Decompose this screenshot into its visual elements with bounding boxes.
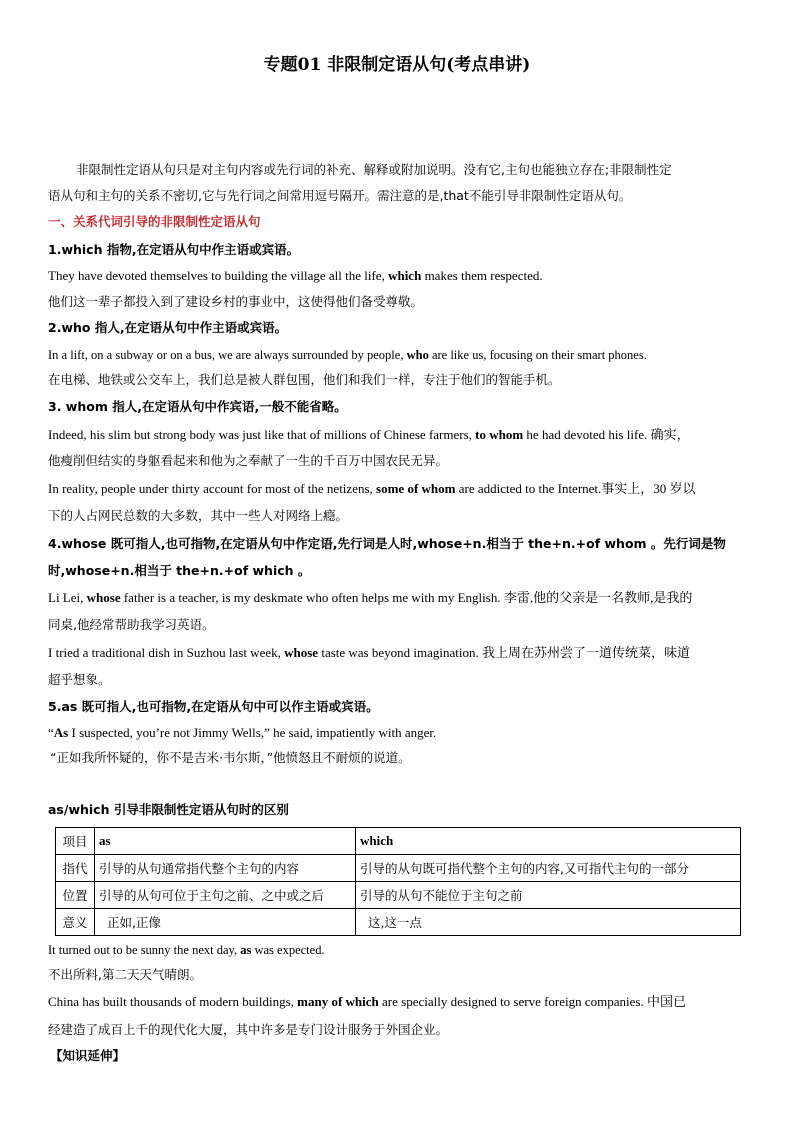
example-as-expected-translation: 不出所料,第二天天气晴朗。: [48, 967, 202, 982]
example-whom-2: In reality, people under thirty account for most of the netizens, some of whom are addicted to the Internet.事实上，30 岁以: [48, 481, 696, 496]
rule-whom: 3. whom 指人,在定语从句中作宾语,一般不能省略。: [48, 399, 347, 414]
table-header-cell: 项目: [56, 828, 95, 855]
table-cell: 位置: [56, 882, 95, 909]
example-whom-1-translation: 他瘦削但结实的身躯看起来和他为之奉献了一生的千百万中国农民无异。: [48, 453, 449, 468]
example-whom-1: Indeed, his slim but strong body was just like that of millions of Chinese farmers, to whom he had devoted his life. 确实，: [48, 427, 690, 442]
table-cell: 引导的从句通常指代整个主句的内容: [95, 855, 356, 882]
example-whose-2-translation: 超乎想象。: [48, 672, 111, 687]
example-many-of-which: China has built thousands of modern buildings, many of which are specially designed to serve foreign companies. 中国已: [48, 994, 686, 1009]
table-cell: 引导的从句既可指代整个主句的内容,又可指代主句的一部分: [356, 855, 741, 882]
table-header-cell: which: [356, 828, 741, 855]
section-heading: 一、关系代词引导的非限制性定语从句: [48, 214, 261, 229]
example-which: They have devoted themselves to building the village all the life, which makes them respected.: [48, 268, 543, 283]
table-header-row: [56, 828, 741, 855]
intro-line-2: 语从句和主句的关系不密切,它与先行词之间常用逗号隔开。需注意的是,that不能引导非限制性定语从句。: [48, 188, 632, 203]
example-as-expected: It turned out to be sunny the next day, as was expected.: [48, 943, 325, 957]
table-cell: 引导的从句不能位于主句之前: [356, 882, 741, 909]
example-whose-1: Li Lei, whose father is a teacher, is my deskmate who often helps me with my English. 李雷,他的父亲是一名教师,是我的: [48, 590, 693, 605]
rule-who: 2.who 指人,在定语从句中作主语或宾语。: [48, 320, 288, 335]
comparison-table: [55, 827, 741, 936]
table-cell: 正如,正像: [95, 909, 356, 936]
example-many-of-which-translation: 经建造了成百上千的现代化大厦，其中许多是专门设计服务于外国企业。: [48, 1022, 449, 1037]
rule-whose-line-1: 4.whose 既可指人,也可指物,在定语从句中作定语,先行词是人时,whose+n.相当于 the+n.+of whom 。先行词是物: [48, 536, 726, 551]
table-cell: 引导的从句可位于主句之前、之中或之后: [95, 882, 356, 909]
example-whom-2-translation: 下的人占网民总数的大多数，其中一些人对网络上瘾。: [48, 508, 349, 523]
rule-whose-line-2: 时,whose+n.相当于 the+n.+of which 。: [48, 563, 311, 578]
rule-as: 5.as 既可指人,也可指物,在定语从句中可以作主语或宾语。: [48, 699, 379, 714]
table-cell: 指代: [56, 855, 95, 882]
knowledge-extension-heading: 【知识延伸】: [50, 1048, 126, 1063]
example-as-translation: “正如我所怀疑的，你不是吉米·韦尔斯，”他愤怒且不耐烦的说道。: [50, 750, 411, 765]
table-row: [56, 909, 741, 936]
table-header-cell: as: [95, 828, 356, 855]
table-caption: as/which 引导非限制性定语从句时的区别: [48, 802, 289, 817]
table-cell: 意义: [56, 909, 95, 936]
intro-line-1: 非限制性定语从句只是对主句内容或先行词的补充、解释或附加说明。没有它,主句也能独立存在;非限制性定: [76, 162, 672, 177]
example-which-translation: 他们这一辈子都投入到了建设乡村的事业中，这使得他们备受尊敬。: [48, 294, 424, 309]
example-who: In a lift, on a subway or on a bus, we are always surrounded by people, who are like us, focusing on their smart phones.: [48, 348, 647, 362]
example-who-translation: 在电梯、地铁或公交车上，我们总是被人群包围，他们和我们一样，专注于他们的智能手机。: [48, 372, 561, 387]
example-as: “As I suspected, you’re not Jimmy Wells,” he said, impatiently with anger.: [48, 725, 437, 740]
rule-which: 1.which 指物,在定语从句中作主语或宾语。: [48, 242, 300, 257]
table-row: [56, 855, 741, 882]
example-whose-1-translation: 同桌,他经常帮助我学习英语。: [48, 617, 215, 632]
table-cell: 这,这一点: [356, 909, 741, 936]
page-title: 专题01 非限制定语从句(考点串讲): [263, 55, 531, 75]
example-whose-2: I tried a traditional dish in Suzhou last week, whose taste was beyond imagination. 我上周在苏州尝了一道传统菜，味道: [48, 645, 690, 660]
table-row: [56, 882, 741, 909]
